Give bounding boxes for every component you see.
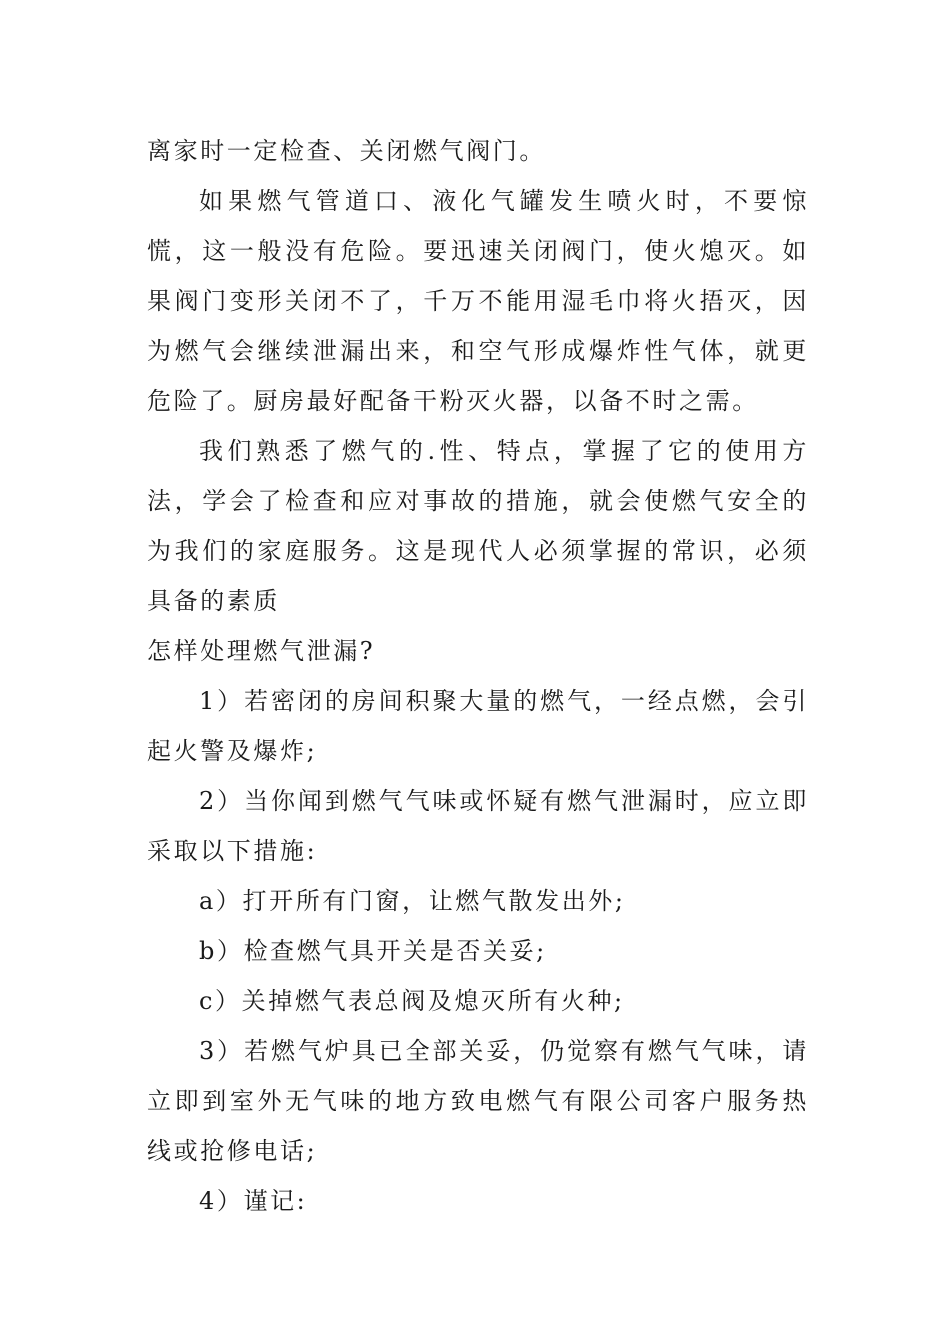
section-heading-gas-leak: 怎样处理燃气泄漏? xyxy=(147,637,376,665)
list-item-4: 4）谨记: xyxy=(199,1187,308,1215)
list-item-2a: a）打开所有门窗，让燃气散发出外; xyxy=(199,887,626,915)
list-item-3: 3）若燃气炉具已全部关妥，仍觉察有燃气气味，请立即到室外无气味的地方致电燃气有限公司客户服务热线或抢修电话; xyxy=(147,1037,809,1165)
paragraph-closing-valve: 离家时一定检查、关闭燃气阀门。 xyxy=(147,137,546,165)
list-item-2: 2）当你闻到燃气气味或怀疑有燃气泄漏时，应立即采取以下措施: xyxy=(147,787,809,865)
paragraph-fire-handling: 如果燃气管道口、液化气罐发生喷火时，不要惊慌，这一般没有危险。要迅速关闭阀门，使火熄灭。如果阀门变形关闭不了，千万不能用湿毛巾将火捂灭，因为燃气会继续泄漏出来，和空气形成爆炸性气体，就更危险了。厨房最好配备干粉灭火器，以备不时之需。 xyxy=(147,187,809,415)
paragraph-summary: 我们熟悉了燃气的.性、特点，掌握了它的使用方法，学会了检查和应对事故的措施，就会使燃气安全的为我们的家庭服务。这是现代人必须掌握的常识，必须具备的素质 xyxy=(147,437,809,615)
list-item-2b: b）检查燃气具开关是否关妥; xyxy=(199,937,547,965)
list-item-2c: c）关掉燃气表总阀及熄灭所有火种; xyxy=(199,987,625,1015)
list-item-1: 1）若密闭的房间积聚大量的燃气，一经点燃，会引起火警及爆炸; xyxy=(147,687,809,765)
document-body xyxy=(147,126,809,1226)
